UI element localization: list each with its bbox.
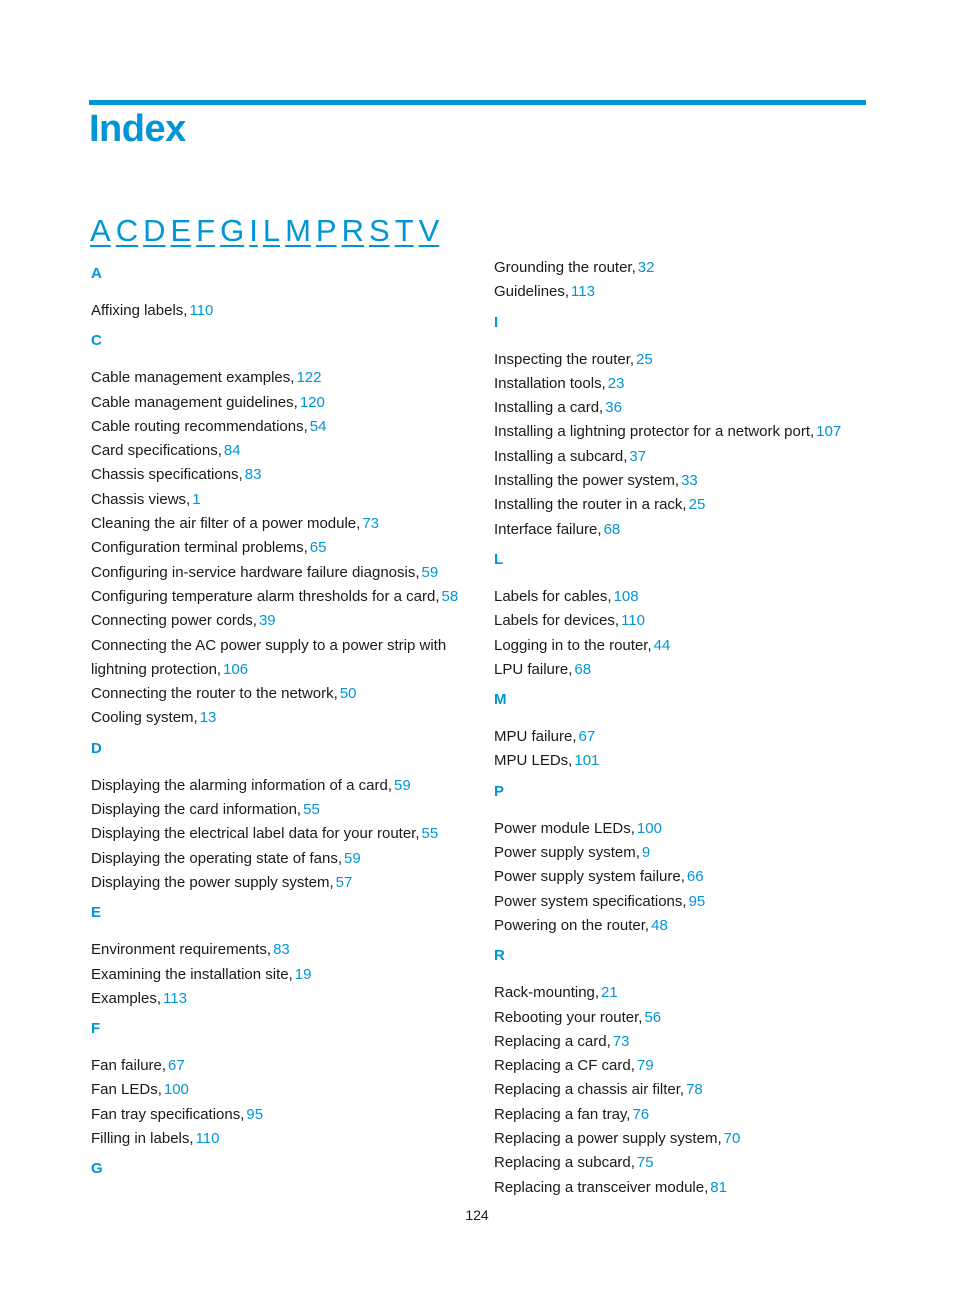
entry-text: Grounding the router, [494,259,636,276]
entry-text: Examining the installation site, [91,965,293,983]
index-entry [494,1078,874,1102]
index-entry [494,469,874,493]
entry-text: Fan failure, [91,1057,167,1075]
index-column-left [91,262,471,1194]
letter-link-l[interactable]: L [262,213,281,248]
page-link[interactable]: 95 [688,892,706,910]
entry-text: Labels for cables, [494,587,612,605]
entry-text: Cable management examples, [91,369,295,387]
letter-heading: C [91,332,102,350]
page-link[interactable]: 79 [636,1057,654,1075]
page-link[interactable]: 67 [578,728,596,746]
page-link[interactable]: 81 [710,1178,727,1196]
entry-text: Chassis specifications, [91,466,243,484]
entry-text: Installing the power system, [494,472,680,490]
entry-text: Fan LEDs, [91,1081,162,1099]
index-entry [494,420,874,444]
entry-text: Displaying the electrical label data for your router, [91,825,420,843]
index-group [91,737,471,895]
index-entry [91,847,471,871]
index-entry [91,822,471,846]
page-link[interactable]: 23 [607,374,625,392]
entry-text: Rack-mounting, [494,984,600,1002]
index-entry [91,439,471,463]
index-entry [91,1054,471,1078]
index-column-right [494,256,874,1206]
index-entry [91,1127,471,1151]
page-link[interactable]: 57 [335,873,353,891]
page-link[interactable]: 1 [192,490,201,508]
entry-text: Fan tray specifications, [91,1105,245,1123]
entry-text: Replacing a card, [494,1032,611,1050]
index-group [91,1157,471,1181]
index-entry [494,725,874,749]
index-group [91,262,471,323]
entry-text: Inspecting the router, [494,350,635,368]
entry-text: Displaying the power supply system, [91,873,334,891]
page-link[interactable]: 19 [294,965,312,983]
index-group [494,944,874,1200]
index-group [91,329,471,730]
entry-text: LPU failure, [494,660,573,678]
letter-link-m[interactable]: M [285,213,311,248]
entry-text: Cable management guidelines, [91,393,298,411]
page-link[interactable]: 106 [223,660,249,678]
page-link[interactable]: 55 [421,825,439,843]
entry-text: Examples, [91,989,162,1007]
index-entry [494,256,874,280]
page-link[interactable]: 73 [612,1032,630,1050]
index-entry [494,585,874,609]
index-entry [91,561,471,585]
page-link[interactable]: 58 [441,587,459,605]
page-link[interactable]: 113 [163,989,187,1007]
page-link[interactable]: 54 [309,417,327,435]
index-group [494,688,874,774]
index-group [91,901,471,1011]
entry-text: Configuration terminal problems, [91,539,308,557]
entry-text: Guidelines, [494,283,570,301]
page-link[interactable]: 44 [653,636,671,654]
entry-text: Chassis views, [91,490,191,508]
page-link[interactable]: 59 [344,849,361,867]
title-rule [89,100,866,105]
index-entry [91,609,471,633]
index-entry [494,1030,874,1054]
entry-text: Power module LEDs, [494,819,635,837]
index-entry [494,817,874,841]
index-entry [494,1176,874,1200]
page-link[interactable]: 95 [246,1105,264,1123]
entry-text: Installing the router in a rack, [494,496,687,514]
index-entry [91,488,471,512]
index-entry [91,798,471,822]
index-group [494,311,874,542]
index-entry [91,938,471,962]
entry-text: Power supply system failure, [494,868,685,886]
index-entry [91,391,471,415]
index-entry [494,1151,874,1175]
entry-text: Power supply system, [494,844,640,862]
page-link[interactable]: 39 [258,612,276,630]
index-entry [91,963,471,987]
index-entry [91,366,471,390]
page-link[interactable]: 13 [199,709,217,727]
letter-link-f[interactable]: F [196,213,216,248]
page-link[interactable]: 9 [641,844,651,862]
page-link[interactable]: 25 [636,350,653,368]
entry-text: Interface failure, [494,520,602,538]
index-entry [494,1054,874,1078]
page-link[interactable]: 120 [299,393,325,411]
page-link[interactable]: 110 [189,302,214,319]
index-entry [494,396,874,420]
letter-heading: E [91,904,102,922]
index-entry [91,1103,471,1127]
entry-text: Powering on the router, [494,916,650,934]
entry-text: MPU LEDs, [494,752,573,770]
page-link[interactable]: 21 [601,984,618,1002]
page-link[interactable]: 113 [571,283,595,301]
page-link[interactable]: 122 [296,369,322,387]
entry-text: Displaying the card information, [91,801,302,819]
index-group [494,256,874,305]
index-entry [91,682,471,706]
letter-link-e[interactable]: E [170,213,192,248]
page-link[interactable]: 107 [816,423,842,441]
entry-text: Connecting the AC power supply to a power strip with lightning protection, [91,636,447,678]
index-entry [494,634,874,658]
entry-text: Displaying the operating state of fans, [91,849,342,867]
page-link[interactable]: 65 [309,539,327,557]
letter-heading: R [494,947,505,965]
page-link[interactable]: 25 [688,496,706,514]
entry-text: Replacing a subcard, [494,1154,635,1172]
letter-link-d[interactable]: D [143,213,166,248]
page-link[interactable]: 78 [686,1081,703,1099]
page-link[interactable]: 101 [574,752,600,770]
letter-link-i[interactable]: I [249,213,258,248]
entry-text: Installation tools, [494,374,606,392]
letter-heading: P [494,782,505,800]
page-link[interactable]: 59 [421,563,439,581]
index-entry [91,706,471,730]
index-entry [91,512,471,536]
page-link[interactable]: 59 [393,776,411,794]
index-entry [494,493,874,517]
page-link[interactable]: 83 [244,466,262,484]
page-link[interactable]: 50 [339,685,357,703]
index-entry [494,749,874,773]
index-entry [494,518,874,542]
letter-link-t[interactable]: T [394,213,414,248]
index-entry [91,585,471,609]
page-link[interactable]: 110 [195,1130,220,1148]
index-entry [494,981,874,1005]
index-entry [494,914,874,938]
index-entry [494,445,874,469]
page-link[interactable]: 110 [621,612,645,630]
page-link[interactable]: 75 [636,1154,654,1172]
entry-text: Cleaning the air filter of a power module, [91,515,361,533]
page-link[interactable]: 56 [644,1008,662,1026]
page-link[interactable]: 55 [303,801,320,819]
letter-link-s[interactable]: S [369,213,390,248]
index-entry [91,634,471,683]
page-title: Index [89,108,186,150]
letter-heading: A [91,265,102,282]
page-link[interactable]: 66 [686,868,704,886]
index-entry [494,1006,874,1030]
index-entry [494,841,874,865]
page-link[interactable]: 37 [629,447,647,465]
entry-text: Installing a subcard, [494,447,628,465]
entry-text: Power system specifications, [494,892,687,910]
index-entry [91,774,471,798]
index-entry [494,609,874,633]
index-entry [91,871,471,895]
entry-text: Replacing a CF card, [494,1057,635,1075]
entry-text: Filling in labels, [91,1130,194,1148]
index-entry [494,1127,874,1151]
entry-text: Configuring in-service hardware failure diagnosis, [91,563,420,581]
index-entry [91,415,471,439]
entry-text: Logging in to the router, [494,636,652,654]
index-group [91,1017,471,1151]
entry-text: Cooling system, [91,709,198,727]
entry-text: Replacing a transceiver module, [494,1178,709,1196]
entry-text: Replacing a power supply system, [494,1130,722,1148]
index-entry [494,658,874,682]
letter-heading: L [494,550,504,568]
index-entry [91,299,471,323]
entry-text: Connecting the router to the network, [91,685,338,703]
page-link[interactable]: 68 [603,520,621,538]
letter-link-r[interactable]: R [341,213,364,248]
index-entry [494,280,874,304]
entry-text: Labels for devices, [494,612,620,630]
entry-text: Installing a card, [494,399,604,417]
page-link[interactable]: 68 [574,660,592,678]
letter-index-nav [90,213,444,249]
page-link[interactable]: 100 [636,819,662,837]
entry-text: MPU failure, [494,728,577,746]
entry-text: Installing a lightning protector for a network port, [494,423,815,441]
page-link[interactable]: 108 [613,587,639,605]
letter-link-g[interactable]: G [220,213,245,248]
page-link[interactable]: 33 [681,472,698,490]
entry-text: Replacing a fan tray, [494,1105,631,1123]
index-entry [494,890,874,914]
page-number: 124 [465,1207,489,1223]
letter-link-p[interactable]: P [315,213,337,248]
page-link[interactable]: 32 [637,259,655,276]
entry-text: Displaying the alarming information of a card, [91,776,392,794]
page-link[interactable]: 36 [605,399,622,417]
index-entry [91,1078,471,1102]
index-entry [494,348,874,372]
letter-heading: I [494,313,499,331]
index-entry [494,372,874,396]
index-entry [494,1103,874,1127]
letter-link-c[interactable]: C [115,213,139,248]
page-link[interactable]: 84 [223,442,241,460]
letter-heading: M [494,691,507,709]
index-entry [91,463,471,487]
page-link[interactable]: 67 [168,1057,185,1075]
entry-text: Replacing a chassis air filter, [494,1081,685,1099]
index-group [494,548,874,682]
index-entry [494,865,874,889]
entry-text: Environment requirements, [91,941,272,959]
letter-link-v[interactable]: V [418,213,440,248]
index-entry [91,536,471,560]
entry-text: Cable routing recommendations, [91,417,308,435]
page-link[interactable]: 48 [651,916,668,934]
letter-heading: G [91,1160,103,1178]
entry-text: Connecting power cords, [91,612,257,630]
page-link[interactable]: 73 [362,515,379,533]
entry-text: Affixing labels, [91,302,188,319]
entry-text: Configuring temperature alarm thresholds for a card, [91,587,440,605]
page-link[interactable]: 76 [632,1105,650,1123]
letter-heading: F [91,1020,101,1038]
letter-link-a[interactable]: A [90,213,111,248]
index-group [494,780,874,938]
entry-text: Rebooting your router, [494,1008,643,1026]
page-link[interactable]: 83 [273,941,290,959]
page-link[interactable]: 70 [723,1130,741,1148]
page-link[interactable]: 100 [163,1081,189,1099]
letter-heading: D [91,739,102,757]
index-entry [91,987,471,1011]
entry-text: Card specifications, [91,442,222,460]
